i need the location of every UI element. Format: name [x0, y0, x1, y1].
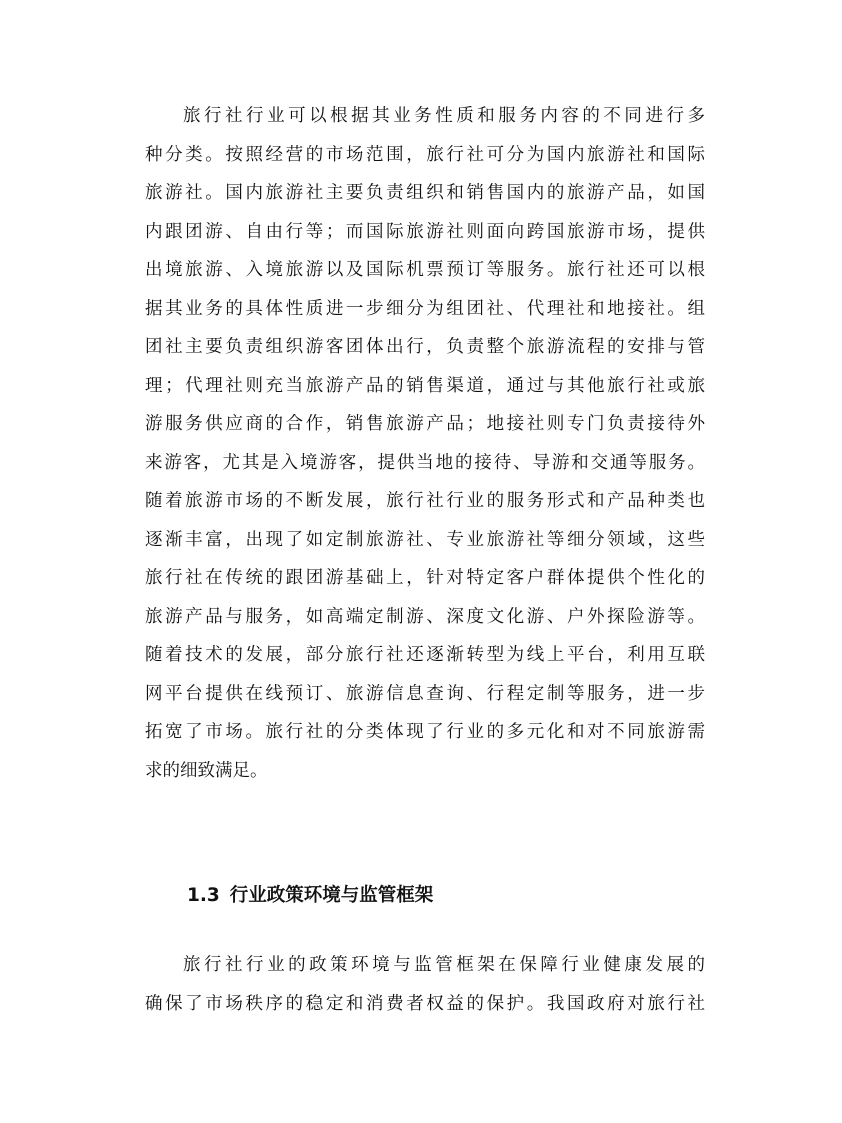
paragraph-line: 种分类。按照经营的市场范围，旅行社可分为国内旅游社和国际 — [145, 144, 705, 165]
paragraph-line: 据其业务的具体性质进一步细分为组团社、代理社和地接社。组 — [145, 298, 705, 319]
paragraph-line: 旅行社行业可以根据其业务性质和服务内容的不同进行多 — [183, 106, 705, 126]
section-title: 行业政策环境与监管框架 — [229, 885, 434, 906]
paragraph-line: 拓宽了市场。旅行社的分类体现了行业的多元化和对不同旅游需 — [145, 722, 705, 742]
paragraph-line: 确保了市场秩序的稳定和消费者权益的保护。我国政府对旅行社 — [145, 993, 705, 1014]
paragraph-line: 随着旅游市场的不断发展，旅行社行业的服务形式和产品种类也 — [145, 491, 705, 511]
paragraph-line: 网平台提供在线预订、旅游信息查询、行程定制等服务，进一步 — [145, 683, 705, 704]
paragraph-line: 游服务供应商的合作，销售旅游产品；地接社则专门负责接待外 — [145, 414, 705, 434]
paragraph-line: 出境旅游、入境旅游以及国际机票预订等服务。旅行社还可以根 — [145, 260, 705, 280]
paragraph-line: 理；代理社则充当旅游产品的销售渠道，通过与其他旅行社或旅 — [145, 375, 705, 396]
paragraph-line: 旅行社在传统的跟团游基础上，针对特定客户群体提供个性化的 — [145, 568, 705, 588]
paragraph-line: 逐渐丰富，出现了如定制旅游社、专业旅游社等细分领域，这些 — [145, 529, 705, 550]
paragraph-line: 求的细致满足。 — [145, 760, 268, 781]
section-number: 1.3 — [187, 885, 220, 906]
paragraph-line: 旅游社。国内旅游社主要负责组织和销售国内的旅游产品，如国 — [145, 183, 705, 203]
paragraph-line: 内跟团游、自由行等；而国际旅游社则面向跨国旅游市场，提供 — [145, 221, 705, 242]
section-heading — [187, 876, 433, 916]
paragraph-2 — [145, 946, 705, 1023]
paragraph-line: 旅行社行业的政策环境与监管框架在保障行业健康发展的 — [183, 955, 705, 975]
paragraph-line: 团社主要负责组织游客团体出行，负责整个旅游流程的安排与管 — [145, 337, 705, 357]
paragraph-line: 来游客，尤其是入境游客，提供当地的接待、导游和交通等服务。 — [145, 452, 705, 473]
paragraph-1 — [145, 97, 705, 790]
paragraph-line: 旅游产品与服务，如高端定制游、深度文化游、户外探险游等。 — [145, 606, 705, 627]
paragraph-line: 随着技术的发展，部分旅行社还逐渐转型为线上平台，利用互联 — [145, 645, 705, 665]
